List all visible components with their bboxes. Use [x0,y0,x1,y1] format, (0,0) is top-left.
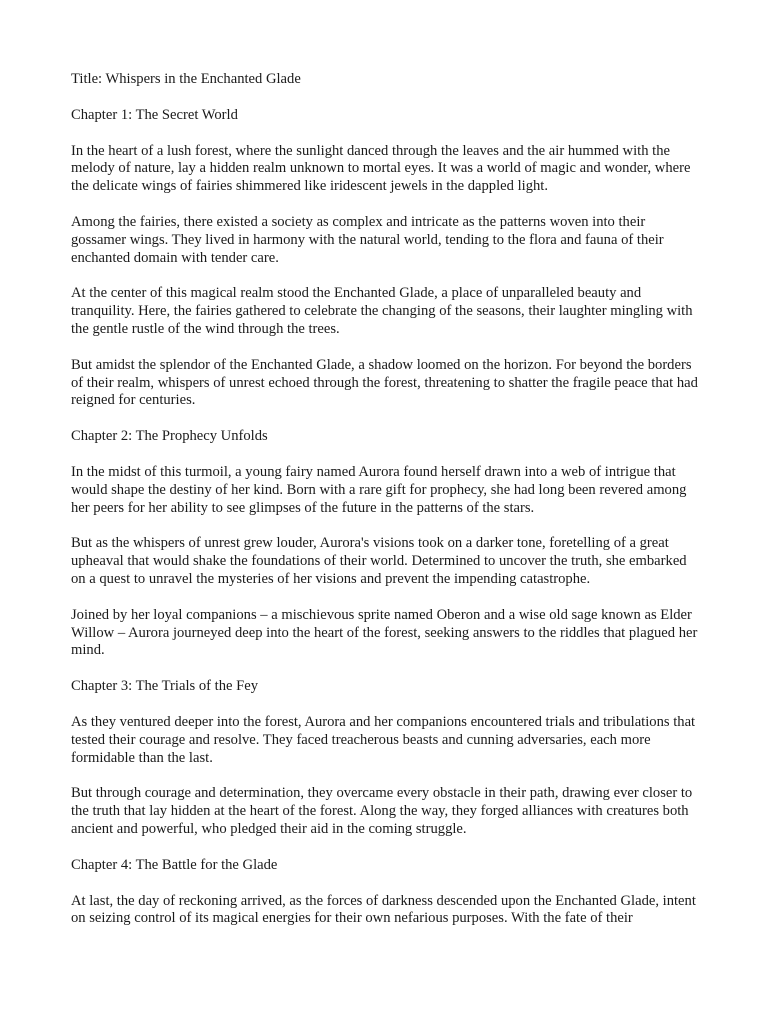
paragraph: At the center of this magical realm stood the Enchanted Glade, a place of unparalleled beauty and tranquility. Here, the fairies gathered to celebrate the changing of the seasons, their laughter mingling with the gentle rustle of the wind through the trees. [71,285,693,337]
chapter-4-heading: Chapter 4: The Battle for the Glade [71,856,278,873]
chapter-3-heading: Chapter 3: The Trials of the Fey [71,678,259,695]
chapter-2-heading: Chapter 2: The Prophecy Unfolds [71,428,268,445]
paragraph: Joined by her loyal companions – a mischievous sprite named Oberon and a wise old sage known as Elder Willow – Aurora journeyed deep into the heart of the forest, seeking answers to the riddles that plagued her mind. [71,606,698,659]
paragraph: But amidst the splendor of the Enchanted Glade, a shadow loomed on the horizon. For beyond the borders of their realm, whispers of unrest echoed through the forest, threatening to shatter the fragile peace that had reigned for centuries. [71,356,698,409]
document-page [71,71,701,946]
document-title: Title: Whispers in the Enchanted Glade [71,71,301,87]
chapter-1-heading: Chapter 1: The Secret World [71,106,238,123]
paragraph: In the heart of a lush forest, where the sunlight danced through the leaves and the air hummed with the melody of nature, lay a hidden realm unknown to mortal eyes. It was a world of magic and wonder, where the delicate wings of fairies shimmered like iridescent jewels in the dappled light. [71,142,691,195]
paragraph: In the midst of this turmoil, a young fairy named Aurora found herself drawn into a web of intrigue that would shape the destiny of her kind. Born with a rare gift for prophecy, she had long been revered among her peers for her ability to see glimpses of the future in the patterns of the stars. [71,463,687,516]
paragraph: But as the whispers of unrest grew louder, Aurora's visions took on a darker tone, foretelling of a great upheaval that would shake the foundations of their world. Determined to uncover the truth, she embarked on a quest to unravel the mysteries of her visions and prevent the impending catastrophe. [71,535,687,587]
paragraph: At last, the day of reckoning arrived, as the forces of darkness descended upon the Enchanted Glade, intent on seizing control of its magical energies for their own nefarious purposes. With the fate of their [71,892,696,927]
paragraph: But through courage and determination, they overcame every obstacle in their path, drawing ever closer to the truth that lay hidden at the heart of the forest. Along the way, they forged alliances with creatures both ancient and powerful, who pledged their aid in the coming struggle. [71,785,693,837]
paragraph: As they ventured deeper into the forest, Aurora and her companions encountered trials and tribulations that tested their courage and resolve. They faced treacherous beasts and cunning adversaries, each more formidable than the last. [71,713,696,766]
paragraph: Among the fairies, there existed a society as complex and intricate as the patterns woven into their gossamer wings. They lived in harmony with the natural world, tending to the flora and fauna of their enchanted domain with tender care. [71,213,664,266]
